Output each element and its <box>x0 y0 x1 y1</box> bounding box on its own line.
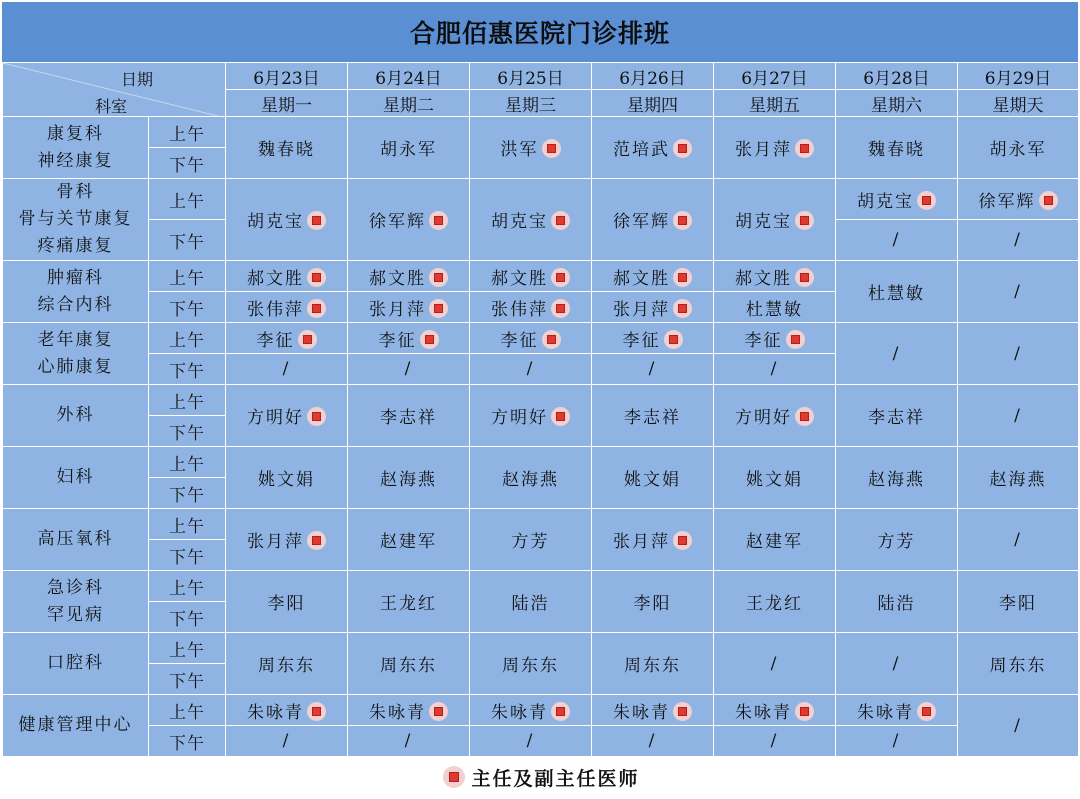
schedule-cell <box>348 261 470 292</box>
director-marker-icon <box>429 702 448 721</box>
table-row <box>3 571 1079 602</box>
pm-label: 下午 <box>149 148 226 179</box>
department-cell <box>3 571 149 633</box>
schedule-cell <box>348 447 470 509</box>
schedule-cell <box>470 447 592 509</box>
department-name: 康复科 <box>47 123 104 144</box>
weekday-header: 星期一 <box>226 90 348 117</box>
title-bar <box>2 2 1078 62</box>
schedule-cell <box>836 179 958 220</box>
doctor-name: 朱咏青 <box>735 702 792 723</box>
schedule-cell <box>348 571 470 633</box>
doctor-name: 朱咏青 <box>857 702 914 723</box>
table-row <box>3 633 1079 664</box>
department-cell <box>3 117 149 179</box>
schedule-cell <box>958 220 1079 261</box>
department-cell <box>3 261 149 323</box>
schedule-cell <box>714 385 836 447</box>
doctor-name: 朱咏青 <box>491 702 548 723</box>
header-corner <box>3 63 226 117</box>
doctor-name: 李征 <box>256 330 295 351</box>
department-name: 健康管理中心 <box>18 715 133 735</box>
schedule-cell <box>592 633 714 695</box>
am-label: 上午 <box>149 633 226 664</box>
department-name: 口腔科 <box>47 653 104 673</box>
director-marker-icon <box>542 330 561 349</box>
doctor-name: 姚文娟 <box>624 470 681 490</box>
doctor-name: 朱咏青 <box>247 702 304 723</box>
am-label: 上午 <box>149 323 226 354</box>
doctor-name: 张伟萍 <box>491 299 548 320</box>
weekday-header: 星期四 <box>592 90 714 117</box>
director-marker-icon <box>429 268 448 287</box>
schedule-cell <box>714 292 836 323</box>
doctor-name: 范培武 <box>613 140 670 160</box>
department-name: 骨与关节康复 <box>18 209 133 229</box>
director-marker-icon <box>307 531 326 550</box>
doctor-name: 李志祥 <box>624 408 681 428</box>
director-marker-icon <box>551 702 570 721</box>
schedule-cell <box>714 509 836 571</box>
schedule-cell <box>592 354 714 385</box>
doctor-name: / <box>892 653 901 674</box>
department-cell <box>3 695 149 757</box>
director-marker-icon <box>673 702 692 721</box>
am-label: 上午 <box>149 385 226 416</box>
director-marker-icon <box>673 299 692 318</box>
date-header: 6月24日 <box>348 63 470 90</box>
department-name: 罕见病 <box>47 604 104 625</box>
schedule-cell <box>470 261 592 292</box>
schedule-cell <box>714 179 836 261</box>
schedule-cell <box>470 571 592 633</box>
pm-label: 下午 <box>149 602 226 633</box>
doctor-name: 魏春晓 <box>868 140 925 160</box>
schedule-cell <box>226 509 348 571</box>
doctor-name: 李阳 <box>633 594 672 614</box>
schedule-cell <box>958 447 1079 509</box>
doctor-name: 张月萍 <box>735 140 792 160</box>
director-marker-icon <box>307 299 326 318</box>
doctor-name: 张月萍 <box>613 532 670 552</box>
department-name: 高压氧科 <box>37 529 114 549</box>
schedule-cell <box>592 385 714 447</box>
doctor-name: 李阳 <box>267 594 306 614</box>
doctor-name: / <box>1014 230 1022 250</box>
schedule-cell <box>226 323 348 354</box>
schedule-cell <box>836 385 958 447</box>
doctor-name: 周东东 <box>380 656 437 676</box>
doctor-name: 胡克宝 <box>857 191 914 212</box>
doctor-name: 方明好 <box>247 408 304 428</box>
table-row <box>3 726 1079 757</box>
pm-label: 下午 <box>149 416 226 447</box>
schedule-cell <box>470 292 592 323</box>
pm-label: 下午 <box>149 478 226 509</box>
schedule-cell <box>958 633 1079 695</box>
table-row <box>3 261 1079 292</box>
department-name: 神经康复 <box>37 150 114 171</box>
schedule-cell <box>226 726 348 757</box>
department-name: 骨科 <box>56 182 95 202</box>
date-label: 日期 <box>121 70 154 89</box>
doctor-name: 李征 <box>622 330 661 351</box>
schedule-cell <box>226 261 348 292</box>
doctor-name: 郝文胜 <box>613 268 670 289</box>
doctor-name: 赵海燕 <box>868 470 925 490</box>
schedule-cell <box>958 179 1079 220</box>
director-marker-icon <box>786 330 805 349</box>
doctor-name: / <box>404 731 413 751</box>
director-marker-icon <box>795 407 814 426</box>
weekday-header: 星期五 <box>714 90 836 117</box>
doctor-name: 周东东 <box>989 656 1047 676</box>
schedule-cell <box>958 261 1079 323</box>
date-header: 6月29日 <box>958 63 1079 90</box>
doctor-name: 方芳 <box>877 532 916 552</box>
pm-label: 下午 <box>149 540 226 571</box>
doctor-name: 李征 <box>500 330 539 351</box>
am-label: 上午 <box>149 117 226 148</box>
director-marker-icon <box>795 702 814 721</box>
department-label: 科室 <box>95 97 128 116</box>
schedule-cell <box>348 633 470 695</box>
schedule-cell <box>714 447 836 509</box>
schedule-cell <box>470 323 592 354</box>
schedule-cell <box>714 695 836 726</box>
table-row <box>3 695 1079 726</box>
schedule-cell <box>958 695 1079 757</box>
director-marker-icon <box>307 702 326 721</box>
doctor-name: 胡克宝 <box>735 212 792 232</box>
schedule-cell <box>836 220 958 261</box>
table-row <box>3 509 1079 540</box>
doctor-name: 李征 <box>378 330 417 351</box>
doctor-name: / <box>770 731 779 751</box>
schedule-cell <box>470 179 592 261</box>
doctor-name: / <box>1014 715 1022 736</box>
schedule-cell <box>226 633 348 695</box>
doctor-name: 洪军 <box>500 140 539 160</box>
doctor-name: 李志祥 <box>380 408 437 428</box>
pm-label: 下午 <box>149 220 226 261</box>
schedule-cell <box>836 695 958 726</box>
date-header: 6月23日 <box>226 63 348 90</box>
doctor-name: 杜慧敏 <box>746 299 803 320</box>
schedule-cell <box>592 261 714 292</box>
doctor-name: 陆浩 <box>511 594 550 614</box>
am-label: 上午 <box>149 509 226 540</box>
department-cell <box>3 633 149 695</box>
schedule-cell <box>714 261 836 292</box>
department-name: 妇科 <box>56 467 95 487</box>
schedule-cell <box>592 179 714 261</box>
schedule-cell <box>348 726 470 757</box>
schedule-cell <box>348 354 470 385</box>
director-marker-icon <box>664 330 683 349</box>
pm-label: 下午 <box>149 354 226 385</box>
am-label: 上午 <box>149 179 226 220</box>
director-marker-icon <box>551 268 570 287</box>
doctor-name: / <box>282 359 291 379</box>
department-cell <box>3 385 149 447</box>
schedule-cell <box>226 695 348 726</box>
schedule-cell <box>470 695 592 726</box>
schedule-cell <box>836 509 958 571</box>
department-name: 肿瘤科 <box>47 267 104 288</box>
director-marker-icon <box>420 330 439 349</box>
date-header: 6月26日 <box>592 63 714 90</box>
am-label: 上午 <box>149 447 226 478</box>
schedule-cell <box>470 117 592 179</box>
doctor-name: / <box>404 359 413 379</box>
doctor-name: 胡永军 <box>989 140 1047 160</box>
department-name: 心肺康复 <box>37 356 114 377</box>
doctor-name: 李征 <box>744 330 783 351</box>
weekday-header: 星期天 <box>958 90 1079 117</box>
schedule-cell <box>592 571 714 633</box>
table-row <box>3 323 1079 354</box>
department-cell <box>3 447 149 509</box>
date-header: 6月27日 <box>714 63 836 90</box>
doctor-name: 赵海燕 <box>989 470 1047 490</box>
director-marker-icon <box>1039 191 1058 210</box>
doctor-name: / <box>1014 281 1022 302</box>
director-marker-icon <box>429 299 448 318</box>
schedule-cell <box>836 726 958 757</box>
doctor-name: 徐军辉 <box>978 191 1036 212</box>
department-name: 外科 <box>56 405 95 425</box>
doctor-name: 陆浩 <box>877 594 916 614</box>
schedule-cell <box>592 292 714 323</box>
schedule-cell <box>226 179 348 261</box>
doctor-name: 王龙红 <box>380 594 437 614</box>
schedule-cell <box>348 117 470 179</box>
schedule-cell <box>470 354 592 385</box>
doctor-name: 徐军辉 <box>613 212 670 232</box>
director-marker-icon <box>307 268 326 287</box>
doctor-name: 杜慧敏 <box>868 284 925 304</box>
director-marker-icon <box>673 268 692 287</box>
doctor-name: 李志祥 <box>868 408 925 428</box>
department-cell <box>3 509 149 571</box>
schedule-cell <box>836 447 958 509</box>
director-marker-icon <box>917 702 936 721</box>
schedule-table <box>2 62 1079 757</box>
schedule-cell <box>836 571 958 633</box>
doctor-name: 张月萍 <box>613 299 670 320</box>
doctor-name: 周东东 <box>502 656 559 676</box>
director-marker-icon <box>551 407 570 426</box>
page-title: 合肥佰惠医院门诊排班 <box>409 19 670 48</box>
doctor-name: / <box>892 230 901 250</box>
schedule-cell <box>226 447 348 509</box>
doctor-name: / <box>770 359 779 379</box>
schedule-cell <box>592 447 714 509</box>
director-marker-icon <box>795 268 814 287</box>
doctor-name: / <box>892 731 901 751</box>
schedule-cell <box>348 509 470 571</box>
department-name: 综合内科 <box>37 294 114 315</box>
table-row <box>3 447 1079 478</box>
schedule-cell <box>592 323 714 354</box>
schedule-cell <box>714 117 836 179</box>
am-label: 上午 <box>149 571 226 602</box>
schedule-cell <box>836 323 958 385</box>
doctor-name: 朱咏青 <box>613 702 670 723</box>
doctor-name: 魏春晓 <box>258 140 315 160</box>
director-marker-icon <box>551 211 570 230</box>
department-cell <box>3 179 149 261</box>
doctor-name: 赵海燕 <box>380 470 437 490</box>
date-header: 6月28日 <box>836 63 958 90</box>
doctor-name: / <box>892 343 901 364</box>
schedule-cell <box>592 726 714 757</box>
director-marker-icon <box>673 211 692 230</box>
doctor-name: / <box>282 731 291 751</box>
schedule-cell <box>470 633 592 695</box>
doctor-name: 姚文娟 <box>746 470 803 490</box>
schedule-cell <box>958 323 1079 385</box>
doctor-name: / <box>526 359 535 379</box>
schedule-cell <box>470 509 592 571</box>
schedule-cell <box>592 509 714 571</box>
doctor-name: 赵海燕 <box>502 470 559 490</box>
table-row <box>3 117 1079 148</box>
doctor-name: 张伟萍 <box>247 299 304 320</box>
doctor-name: 赵建军 <box>746 532 803 552</box>
doctor-name: 方芳 <box>511 532 550 552</box>
doctor-name: 姚文娟 <box>258 470 315 490</box>
doctor-name: 郝文胜 <box>491 268 548 289</box>
schedule-cell <box>836 117 958 179</box>
pm-label: 下午 <box>149 664 226 695</box>
schedule-cell <box>226 117 348 179</box>
schedule-cell <box>958 117 1079 179</box>
doctor-name: 张月萍 <box>369 299 426 320</box>
schedule-cell <box>714 633 836 695</box>
schedule-cell <box>592 695 714 726</box>
schedule-cell <box>714 323 836 354</box>
doctor-name: / <box>648 359 657 379</box>
am-label: 上午 <box>149 261 226 292</box>
schedule-cell <box>348 385 470 447</box>
schedule-cell <box>226 354 348 385</box>
schedule-cell <box>714 571 836 633</box>
table-row <box>3 179 1079 220</box>
doctor-name: / <box>1014 343 1022 364</box>
director-marker-icon <box>307 211 326 230</box>
schedule-cell <box>348 323 470 354</box>
pm-label: 下午 <box>149 292 226 323</box>
doctor-name: 郝文胜 <box>735 268 792 289</box>
director-marker-icon <box>917 191 936 210</box>
doctor-name: 李阳 <box>999 594 1037 614</box>
legend <box>0 757 1080 797</box>
director-marker-icon <box>542 139 561 158</box>
director-marker-icon <box>551 299 570 318</box>
schedule-cell <box>226 292 348 323</box>
department-cell <box>3 323 149 385</box>
doctor-name: / <box>1014 529 1022 550</box>
department-name: 疼痛康复 <box>37 236 114 256</box>
weekday-header: 星期二 <box>348 90 470 117</box>
doctor-name: 方明好 <box>735 408 792 428</box>
doctor-name: 方明好 <box>491 408 548 428</box>
schedule-cell <box>836 633 958 695</box>
doctor-name: 郝文胜 <box>247 268 304 289</box>
director-marker-icon <box>429 211 448 230</box>
schedule-cell <box>348 292 470 323</box>
pm-label: 下午 <box>149 726 226 757</box>
doctor-name: 胡克宝 <box>247 212 304 232</box>
doctor-name: / <box>648 731 657 751</box>
weekday-header: 星期三 <box>470 90 592 117</box>
weekday-header: 星期六 <box>836 90 958 117</box>
schedule-cell <box>348 179 470 261</box>
doctor-name: 朱咏青 <box>369 702 426 723</box>
schedule-cell <box>958 571 1079 633</box>
schedule-cell <box>348 695 470 726</box>
schedule-cell <box>714 726 836 757</box>
director-marker-icon <box>443 766 465 788</box>
schedule-cell <box>714 354 836 385</box>
doctor-name: 周东东 <box>258 656 315 676</box>
am-label: 上午 <box>149 695 226 726</box>
doctor-name: 徐军辉 <box>369 212 426 232</box>
doctor-name: / <box>770 653 779 674</box>
department-name: 急诊科 <box>47 577 104 598</box>
director-marker-icon <box>307 407 326 426</box>
doctor-name: / <box>526 731 535 751</box>
director-marker-icon <box>673 139 692 158</box>
schedule-cell <box>592 117 714 179</box>
doctor-name: 胡永军 <box>380 140 437 160</box>
schedule-cell <box>226 385 348 447</box>
date-header: 6月25日 <box>470 63 592 90</box>
schedule-cell <box>958 385 1079 447</box>
doctor-name: 赵建军 <box>380 532 437 552</box>
doctor-name: 郝文胜 <box>369 268 426 289</box>
doctor-name: 张月萍 <box>247 532 304 552</box>
doctor-name: 周东东 <box>624 656 681 676</box>
schedule-cell <box>226 571 348 633</box>
doctor-name: / <box>1014 405 1022 426</box>
director-marker-icon <box>673 531 692 550</box>
schedule-cell <box>958 509 1079 571</box>
schedule-cell <box>470 726 592 757</box>
legend-label: 主任及副主任医师 <box>471 767 640 790</box>
schedule-cell <box>836 261 958 323</box>
doctor-name: 王龙红 <box>746 594 803 614</box>
table-row <box>3 385 1079 416</box>
director-marker-icon <box>298 330 317 349</box>
schedule-cell <box>470 385 592 447</box>
director-marker-icon <box>795 211 814 230</box>
director-marker-icon <box>795 139 814 158</box>
department-name: 老年康复 <box>37 329 114 350</box>
doctor-name: 胡克宝 <box>491 212 548 232</box>
